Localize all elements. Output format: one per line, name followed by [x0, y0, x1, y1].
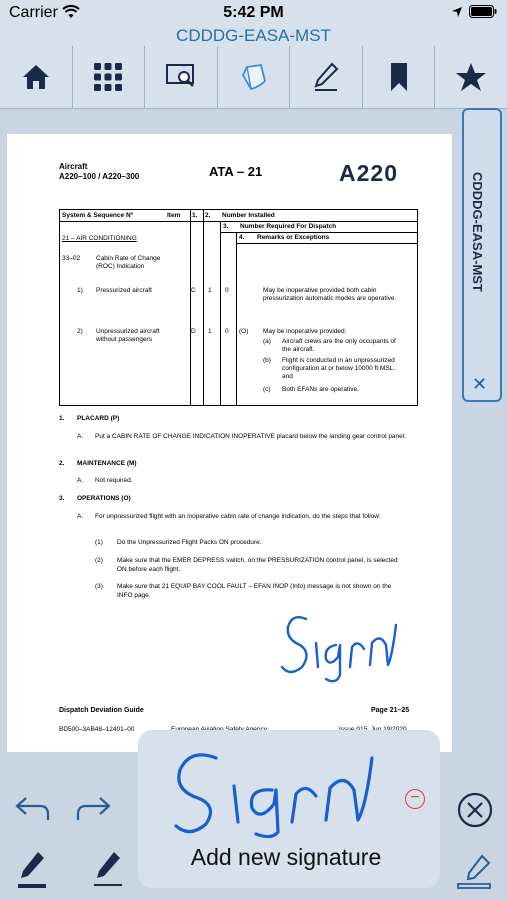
ata-chapter: ATA – 21	[209, 164, 263, 179]
row2-a-label: (a)	[263, 338, 271, 345]
row2-installed: 1	[208, 328, 212, 335]
section3-2-label: (2)	[95, 557, 103, 564]
row2-b-label: (b)	[263, 357, 271, 364]
footer-title: Dispatch Deviation Guide	[59, 707, 144, 714]
status-bar	[0, 0, 507, 26]
row1-installed: 1	[208, 287, 212, 294]
signature-preview[interactable]	[168, 742, 378, 840]
row2-c-label: (c)	[263, 386, 271, 393]
col-header-4: 4.	[239, 234, 245, 241]
search-page-icon	[166, 64, 196, 90]
col-header-1: 1.	[192, 212, 198, 219]
footer-page: Page 21–25	[371, 707, 410, 714]
aircraft-label: Aircraft	[59, 162, 88, 171]
star-icon	[455, 62, 487, 92]
section3-1-text: Do the Unpressurized Flight Packs ON procedure.	[117, 539, 262, 546]
side-tab-label: CDDDG-EASA-MST	[470, 172, 485, 292]
home-button[interactable]	[0, 46, 73, 108]
section1-number: 1.	[59, 415, 65, 422]
section3-3-label: (3)	[95, 583, 103, 590]
favorite-button[interactable]	[435, 46, 507, 108]
grid-view-button[interactable]	[73, 46, 146, 108]
item-code: 33–02	[62, 255, 81, 262]
col-header-system: System & Sequence Nº	[62, 212, 134, 219]
col-header-installed: Number Installed	[222, 212, 275, 219]
bookmark-icon	[389, 62, 409, 92]
location-arrow-icon	[451, 5, 463, 23]
document-title: CDDDG-EASA-MST	[0, 26, 507, 46]
signature-tool-icon[interactable]	[456, 854, 492, 890]
col-header-required: Number Required For Dispatch	[240, 223, 337, 230]
row1-description: Pressurized aircraft	[96, 287, 152, 294]
row1-required: 0	[225, 287, 229, 294]
row2-required: 0	[225, 328, 229, 335]
section2-title: MAINTENANCE (M)	[77, 460, 137, 467]
bookmark-button[interactable]	[363, 46, 436, 108]
section1-a-text: Put a CABIN RATE OF CHANGE INDICATION INOPERATIVE placard below the landing gear control panel.	[95, 433, 407, 440]
pen-button[interactable]	[290, 46, 363, 108]
section2-number: 2.	[59, 460, 65, 467]
placed-signature[interactable]	[276, 605, 401, 685]
battery-icon	[469, 5, 497, 23]
search-page-button[interactable]	[145, 46, 218, 108]
section3-a-text: For unpressurized flight with an inoperative cabin rate of change indication, do the steps that follow:	[95, 513, 381, 520]
row2-b-text: Flight is conducted in an unpressurized configuration at or below 10000 ft MSL, and	[282, 357, 396, 380]
section3-3-text: Make sure that 21 EQUIP BAY COOL FAULT – EFAN INOP (Info) message is not shown on the INFO page.	[117, 583, 392, 599]
close-signature-icon[interactable]	[457, 792, 493, 828]
section2-a-label: A.	[77, 477, 84, 484]
close-icon[interactable]: ✕	[472, 374, 488, 394]
section3-a-label: A.	[77, 513, 84, 520]
status-time: 5:42 PM	[223, 4, 284, 21]
pen-tool-icon[interactable]	[16, 850, 48, 890]
grid-icon	[93, 62, 123, 92]
row1-remarks: May be inoperative provided both cabin pressurization automatic modes are operative.	[263, 287, 397, 302]
top-toolbar	[0, 46, 507, 109]
row2-category: D	[191, 328, 196, 335]
section2-a-text: Not required.	[95, 477, 133, 484]
col-header-2: 2.	[205, 212, 211, 219]
col-header-3: 3.	[223, 223, 229, 230]
row2-remarks: May be inoperative provided:	[263, 328, 347, 335]
row2-c-text: Both EFANs are operative.	[282, 386, 359, 393]
mel-table	[59, 209, 418, 406]
page-header-aircraft	[59, 162, 139, 182]
section1-title: PLACARD (P)	[77, 415, 120, 422]
row2-a-text: Aircraft crews are the only occupants of the aircraft.	[282, 338, 396, 353]
home-icon	[21, 63, 51, 91]
aircraft-models: A220–100 / A220–300	[59, 172, 140, 181]
table-section: 21 – AIR CONDITIONING	[62, 235, 137, 242]
section3-2-text: Make sure that the EMER DEPRESS switch, on the PRESSURIZATION control panel, is selected ON before each flight.	[117, 557, 398, 573]
remove-signature-icon[interactable]: −	[405, 789, 425, 809]
pen-icon	[313, 62, 339, 92]
section1-a-label: A.	[77, 433, 84, 440]
row1-number: 1)	[77, 287, 83, 294]
row2-description: Unpressurized aircraft without passengers	[96, 328, 160, 343]
row1-category: C	[191, 287, 196, 294]
item-description: Cabin Rate of Change (ROC) Indication	[96, 255, 161, 270]
a220-logo: A220	[339, 160, 398, 186]
section3-1-label: (1)	[95, 539, 103, 546]
add-new-signature-button[interactable]: Add new signature	[190, 844, 382, 870]
marker-tool-icon[interactable]	[92, 850, 124, 890]
eraser-button[interactable]	[218, 46, 291, 108]
eraser-icon	[241, 63, 267, 91]
signature-popup	[138, 730, 440, 888]
col-header-remarks: Remarks or Exceptions	[257, 234, 330, 241]
footer-doc-number: BD500–3AB48–12401–00	[59, 726, 135, 733]
carrier-label: Carrier	[9, 4, 58, 21]
section3-number: 3.	[59, 495, 65, 502]
section3-title: OPERATIONS (O)	[77, 495, 131, 502]
row2-number: 2)	[77, 328, 83, 335]
redo-icon[interactable]	[76, 796, 112, 822]
undo-icon[interactable]	[14, 796, 50, 822]
document-side-tab[interactable]	[462, 108, 502, 402]
col-header-item: Item	[167, 212, 181, 219]
row2-ops-flag: (O)	[239, 328, 249, 335]
